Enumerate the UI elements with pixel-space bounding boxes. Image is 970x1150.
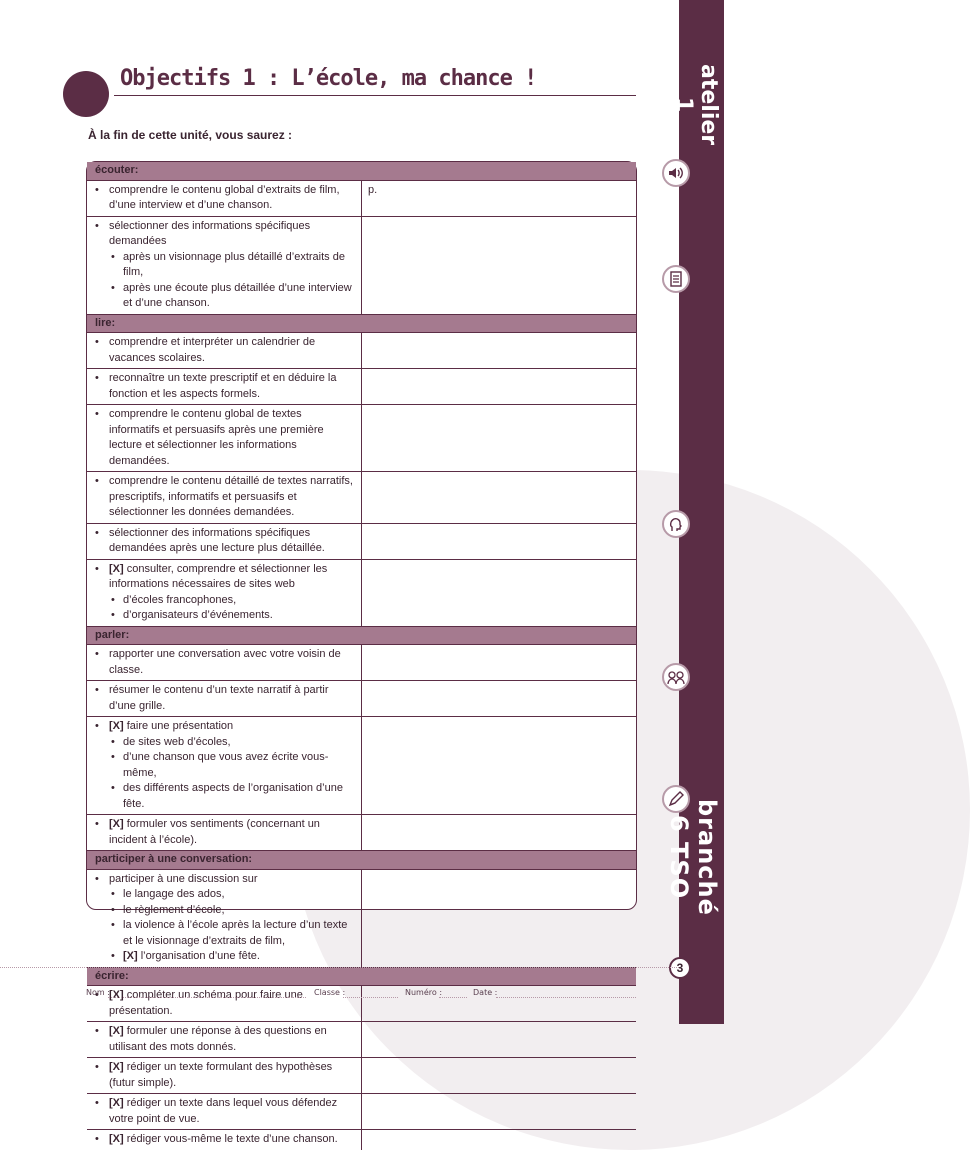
objective-subitem [93, 887, 355, 903]
objective-subitem [93, 750, 355, 781]
objective-item [93, 683, 355, 714]
objective-row [87, 180, 636, 216]
objective-subitem [93, 281, 355, 312]
objective-subitem [93, 608, 355, 624]
objective-label: d’une chanson que vous avez écrite vous-même, [123, 751, 329, 779]
objective-label: participer à une discussion sur [109, 872, 258, 885]
extension-marker: [X] [123, 950, 138, 962]
page-reference-cell[interactable] [362, 1130, 637, 1150]
objective-subitem [93, 781, 355, 812]
page-reference-cell[interactable] [362, 523, 637, 559]
objective-label: le règlement d’école, [123, 903, 225, 916]
objective-row [87, 717, 636, 815]
objective-item [93, 562, 355, 593]
page-reference-cell[interactable] [362, 717, 637, 815]
objective-text [87, 523, 362, 559]
objective-row [87, 1094, 636, 1130]
objective-row [87, 1058, 636, 1094]
objective-row [87, 986, 636, 1022]
footer-divider [0, 967, 679, 968]
objective-text [87, 869, 362, 967]
objective-text [87, 645, 362, 681]
objective-item [93, 335, 355, 366]
objective-item [93, 219, 355, 250]
speaking-head-icon [662, 510, 690, 538]
section-title: parler: [87, 626, 636, 645]
extension-marker: [X] [109, 989, 124, 1001]
section-header [87, 314, 636, 333]
objective-label: consulter, comprendre et sélectionner les informations nécessaires de sites web [109, 562, 328, 590]
objective-text [87, 216, 362, 314]
objective-subitem [93, 903, 355, 919]
numero-field[interactable] [439, 997, 467, 998]
objective-item [93, 719, 355, 735]
objective-row [87, 523, 636, 559]
section-header [87, 626, 636, 645]
speaker-icon [662, 159, 690, 187]
objective-row [87, 645, 636, 681]
objective-text [87, 717, 362, 815]
objective-label: l’organisation d’une fête. [137, 950, 260, 962]
page-reference-cell[interactable] [362, 216, 637, 314]
objective-subitem [93, 735, 355, 751]
objective-subitem [93, 949, 355, 965]
objective-label: comprendre le contenu détaillé de textes narratifs, prescriptifs, informatifs et persuasifs et sélectionner les données demandées. [109, 475, 353, 518]
objective-row [87, 681, 636, 717]
extension-marker: [X] [109, 1133, 124, 1145]
title-underline [114, 95, 636, 96]
section-title: participer à une conversation: [87, 851, 636, 870]
nom-field[interactable] [108, 997, 306, 998]
page-reference-cell[interactable] [362, 681, 637, 717]
objective-row [87, 815, 636, 851]
page-reference-cell[interactable] [362, 559, 637, 626]
objective-label: comprendre et interpréter un calendrier de vacances scolaires. [109, 336, 316, 364]
objective-label: d’écoles francophones, [123, 593, 237, 606]
objective-text [87, 559, 362, 626]
page-reference-cell[interactable] [362, 1058, 637, 1094]
objective-row [87, 559, 636, 626]
extension-marker: [X] [109, 720, 124, 732]
objective-label: formuler une réponse à des questions en utilisant des mots donnés. [109, 1025, 327, 1053]
page-reference-cell[interactable] [362, 405, 637, 472]
objective-label: rédiger vous-même le texte d’une chanson. [123, 1133, 338, 1145]
objective-text [87, 1094, 362, 1130]
page-reference-cell[interactable] [362, 333, 637, 369]
objective-label: rédiger un texte formulant des hypothèses (futur simple). [109, 1061, 333, 1089]
objective-label: sélectionner des informations spécifiques demandées [109, 219, 311, 247]
section-header [87, 162, 636, 180]
objective-label: formuler vos sentiments (concernant un incident à l’école). [109, 818, 320, 846]
objective-item [93, 1024, 355, 1055]
page-reference-cell[interactable] [362, 472, 637, 524]
objective-row [87, 216, 636, 314]
unit-label: atelier 1 [671, 64, 721, 146]
objective-label: après un visionnage plus détaillé d’extraits de film, [123, 250, 345, 278]
objective-label: rapporter une conversation avec votre voisin de classe. [109, 648, 341, 676]
objective-row [87, 1130, 636, 1150]
objective-label: le langage des ados, [123, 888, 225, 900]
objective-text [87, 369, 362, 405]
page-reference-cell[interactable] [362, 1094, 637, 1130]
objective-row [87, 472, 636, 524]
footer-nom-label: Nom : [86, 988, 110, 997]
extension-marker: [X] [109, 818, 124, 830]
pen-icon [662, 785, 690, 813]
objective-item [93, 183, 355, 214]
objective-label: la violence à l’école après la lecture d’un texte et le visionnage d’extraits de film, [123, 919, 348, 947]
section-title: lire: [87, 314, 636, 333]
objective-row [87, 405, 636, 472]
page-reference-cell[interactable]: p. [362, 180, 637, 216]
page-reference-cell[interactable] [362, 815, 637, 851]
objective-label: compléter un schéma pour faire une présentation. [109, 989, 303, 1017]
conversation-icon [662, 663, 690, 691]
objective-item [93, 1060, 355, 1091]
intro-text: À la fin de cette unité, vous saurez : [88, 128, 293, 142]
objective-item [93, 526, 355, 557]
objective-item [93, 872, 355, 888]
objective-text [87, 405, 362, 472]
objective-text [87, 333, 362, 369]
objective-item [93, 371, 355, 402]
document-icon [662, 265, 690, 293]
objective-row [87, 1022, 636, 1058]
objective-item [93, 1132, 355, 1148]
extension-marker: [X] [109, 562, 124, 575]
objective-subitem [93, 250, 355, 281]
extension-marker: [X] [109, 1025, 124, 1037]
extension-marker: [X] [109, 1097, 124, 1109]
footer-classe-label: Classe : [314, 988, 346, 997]
objective-item [93, 817, 355, 848]
objective-item [93, 647, 355, 678]
objective-label: rédiger un texte dans lequel vous défendez votre point de vue. [109, 1097, 338, 1125]
objective-item [93, 474, 355, 521]
section-header [87, 967, 636, 986]
title-bullet [63, 71, 109, 117]
page-reference-cell[interactable] [362, 645, 637, 681]
objective-row [87, 333, 636, 369]
section-title: écrire: [87, 967, 636, 986]
page-reference-cell[interactable] [362, 869, 637, 967]
objective-text [87, 180, 362, 216]
page-reference-cell[interactable] [362, 1022, 637, 1058]
objective-text [87, 1130, 362, 1150]
date-field[interactable] [496, 997, 636, 998]
objective-item [93, 407, 355, 469]
objective-label: comprendre le contenu global d’extraits de film, d’une interview et d’une chanson. [109, 183, 340, 211]
objective-row [87, 369, 636, 405]
objective-text [87, 472, 362, 524]
section-header [87, 851, 636, 870]
objective-subitem [93, 593, 355, 609]
objective-subitem [93, 918, 355, 949]
book-label: branché 6 TSO [665, 799, 721, 916]
objective-label: résumer le contenu d’un texte narratif à partir d’une grille. [109, 684, 329, 712]
page-number: 3 [669, 957, 691, 979]
page-reference-cell[interactable] [362, 986, 637, 1022]
objective-text [87, 1022, 362, 1058]
objective-label: des différents aspects de l’organisation d’une fête. [123, 782, 343, 810]
footer-date-label: Date : [473, 988, 498, 997]
objective-text [87, 1058, 362, 1094]
page-reference-cell[interactable] [362, 369, 637, 405]
objective-label: sélectionner des informations spécifiques demandées après une lecture plus détaillée. [109, 526, 325, 554]
extension-marker: [X] [109, 1061, 124, 1073]
objective-label: de sites web d’écoles, [123, 735, 231, 748]
objective-item [93, 1096, 355, 1127]
section-title: écouter: [87, 162, 636, 180]
objective-label: après une écoute plus détaillée d’une interview et d’une chanson. [123, 281, 352, 309]
objective-row [87, 869, 636, 967]
objective-label: faire une présentation [123, 720, 234, 732]
objective-text [87, 681, 362, 717]
footer-numero-label: Numéro : [405, 988, 443, 997]
page-title: Objectifs 1 : L’école, ma chance ! [120, 66, 537, 91]
objective-label: d’organisateurs d’événements. [123, 609, 273, 621]
objective-label: reconnaître un texte prescriptif et en déduire la fonction et les aspects formels. [109, 372, 337, 400]
objective-text [87, 815, 362, 851]
objective-label: comprendre le contenu global de textes informatifs et persuasifs après une première lecture et sélectionner les informations demandées. [109, 408, 324, 467]
classe-field[interactable] [343, 997, 398, 998]
